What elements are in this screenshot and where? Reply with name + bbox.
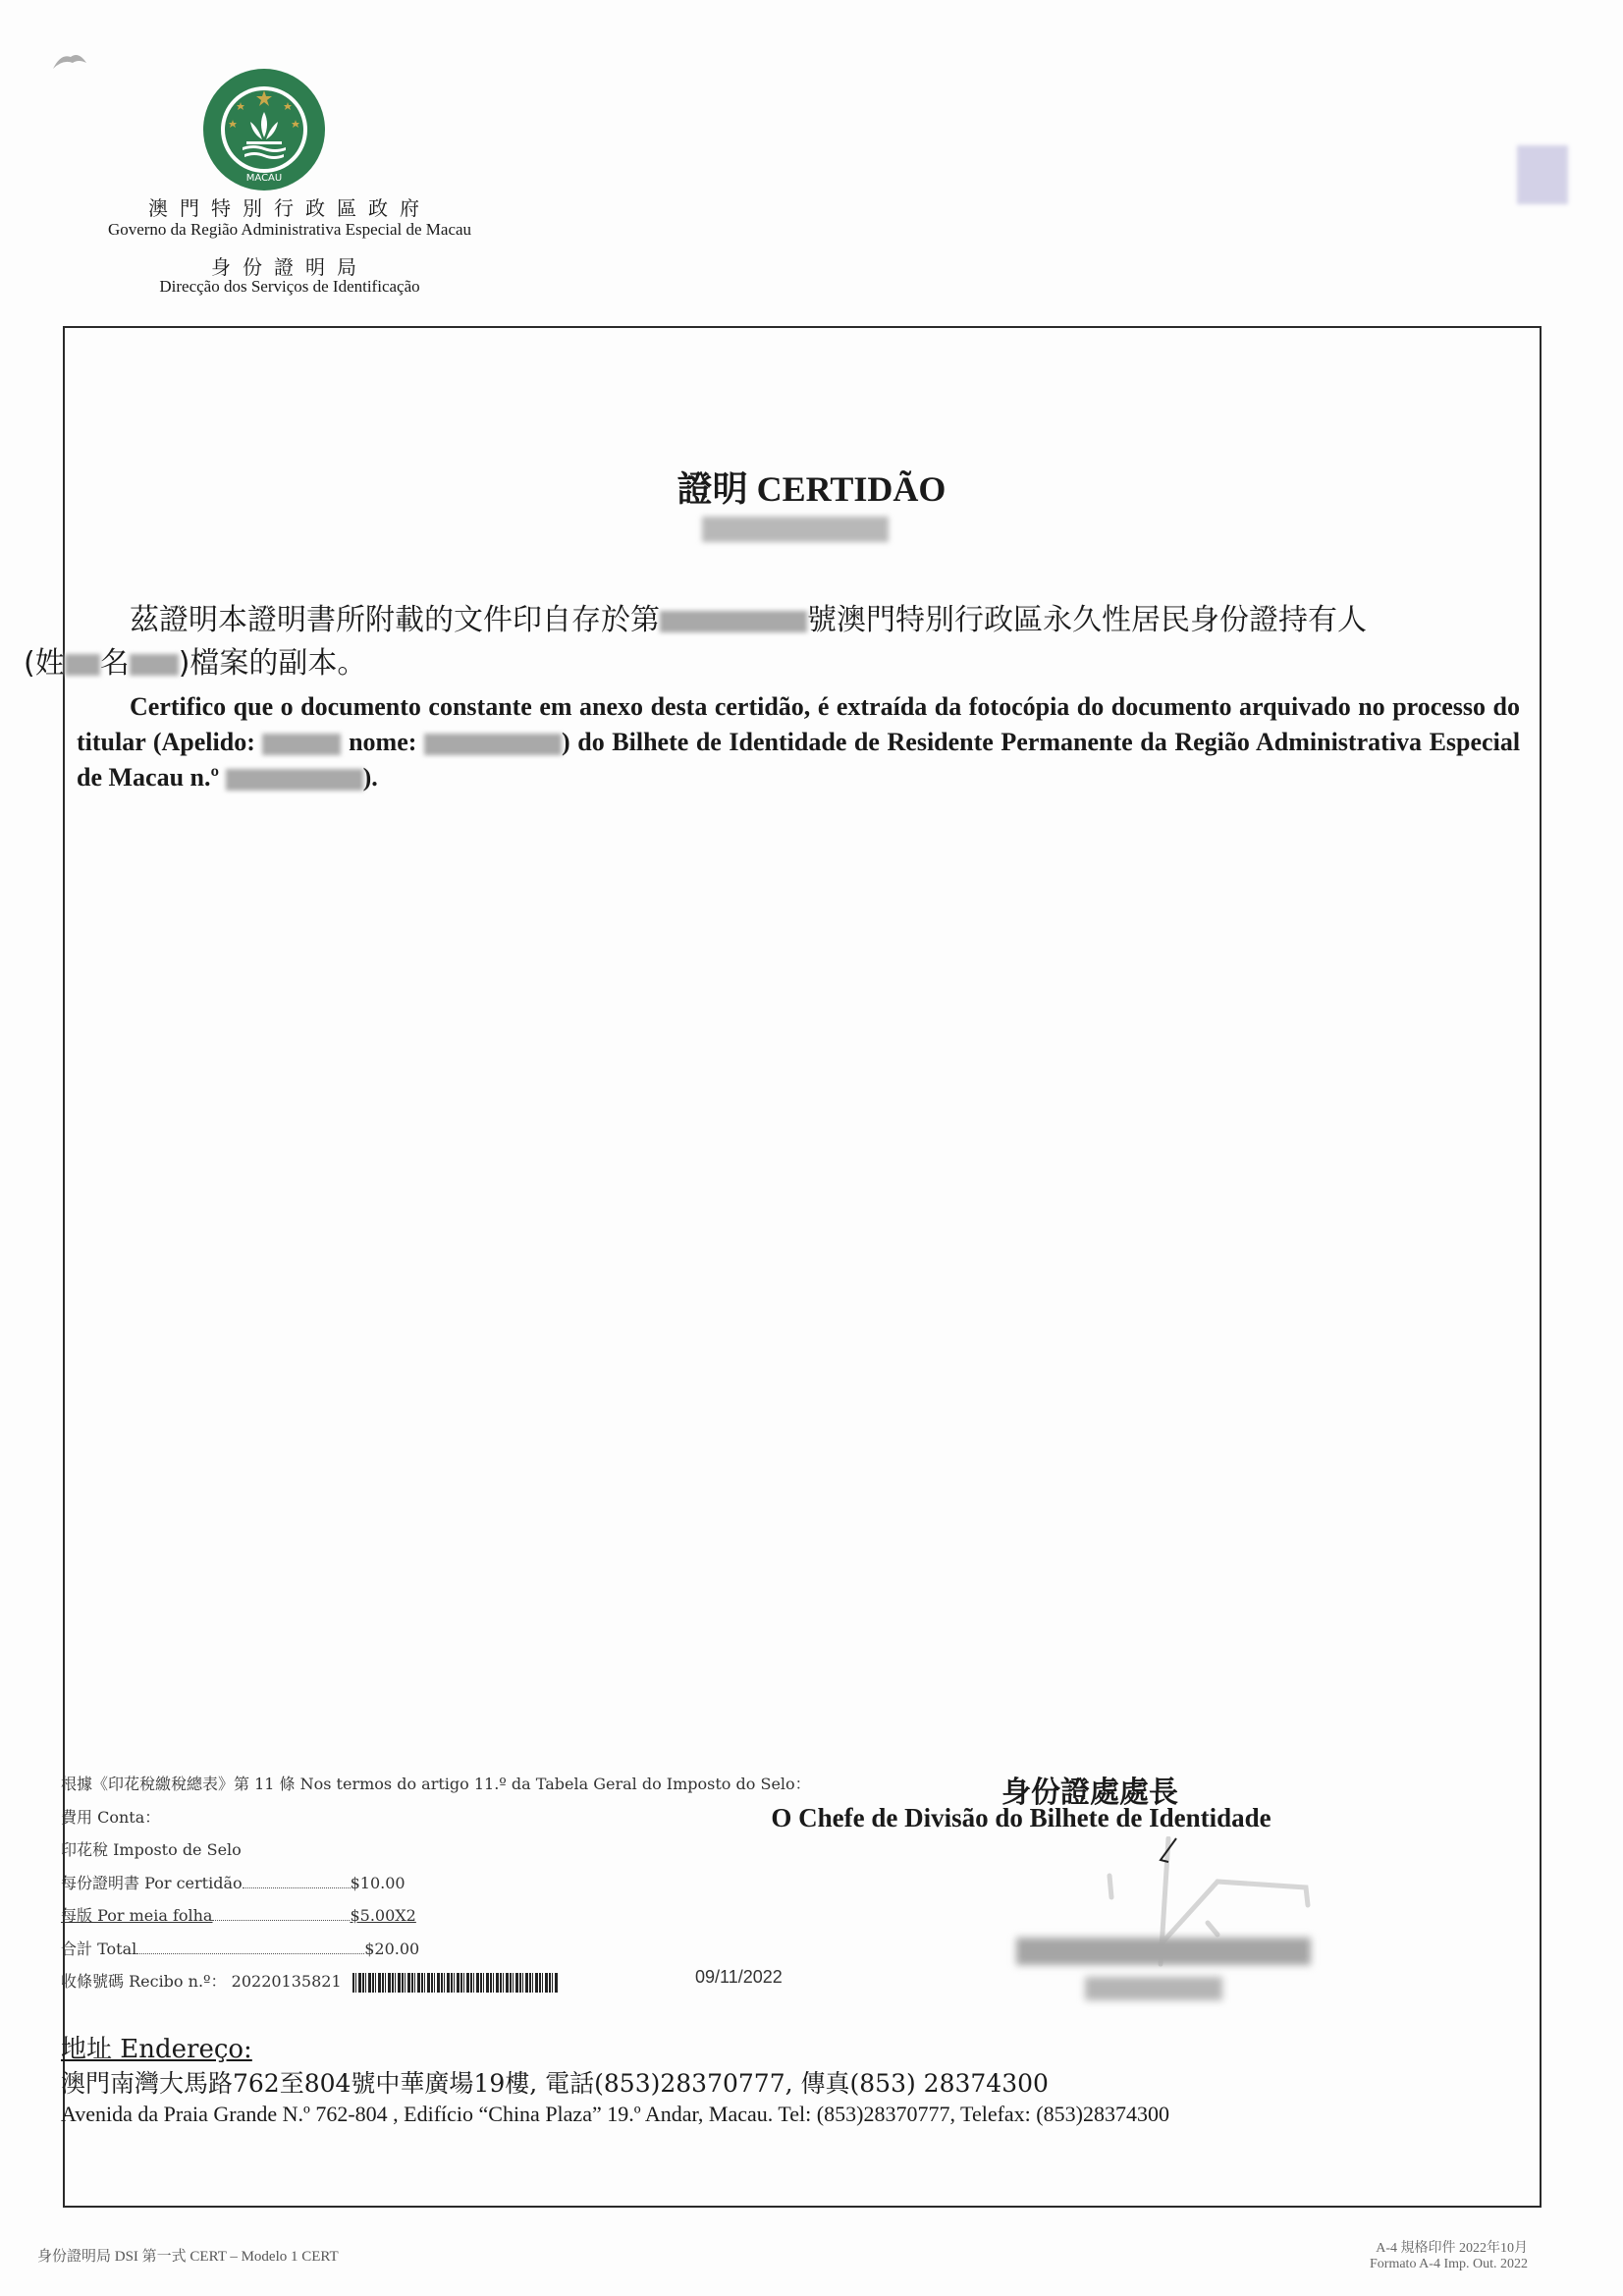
fees-account: 費用 Conta： [61,1807,161,1827]
para-pt-part: ) do Bilhete de Identidade de Residente Permanente da Região Administrativa Especial de Macau n.º [77,728,1521,792]
certification-text-portuguese [77,689,1520,795]
para-pt-part: nome: [349,728,417,756]
redacted-file-number [660,611,807,632]
certificate-title: 證明 CERTIDÃO [676,469,947,509]
para-zh-part: )檔案的副本。 [178,646,367,681]
punch-mark-icon [49,47,98,77]
form-model-footer: 身份證明局 DSI 第一式 CERT – Modelo 1 CERT [37,2249,339,2265]
fee-value: $20.00 [364,1939,420,1958]
redacted-surname [65,654,100,676]
redacted-given-name [130,654,179,676]
department-name-portuguese: Direcção dos Serviços de Identificação [159,277,420,296]
certification-text-chinese [24,599,1530,685]
redacted-signatory-name [1016,1938,1311,1965]
fee-per-half-sheet [61,1899,827,1933]
macau-emblem-logo [201,67,327,192]
chief-title-portuguese: O Chefe de Divisão do Bilhete de Identidade [771,1803,1271,1832]
address-portuguese: Avenida da Praia Grande N.º 762-804 , Edifício “China Plaza” 19.º Andar, Macau. Tel: (853)28370777, Telefax: (853)28374300 [61,2102,1169,2126]
print-format-line: A-4 規格印件 2022年10月 [1376,2241,1528,2256]
fee-label: 每版 Por meia folha [61,1906,213,1925]
redacted-id-number [226,769,363,791]
redacted-apelido [262,734,341,755]
redacted-corner-stamp [1517,145,1568,204]
department-name-chinese: 身份證明局 [211,255,368,279]
fees-basis: 根據《印花稅繳稅總表》第 11 條 Nos termos do artigo 11.º da Tabela Geral do Imposto do Selo： [61,1775,811,1793]
redacted-certificate-number [702,517,889,542]
receipt-date: 09/11/2022 [695,1967,783,1987]
government-name-chinese: 澳門特別行政區政府 [148,196,431,220]
fee-value: $5.00X2 [350,1906,416,1925]
para-zh-part: 名 [99,646,130,681]
print-format-footer [1296,2241,1528,2272]
fees-stamp-duty: 印花稅 Imposto de Selo [61,1840,242,1859]
print-format-line: Formato A-4 Imp. Out. 2022 [1370,2257,1528,2271]
barcode-icon [352,1973,559,1993]
para-pt-part: Certifico que o documento constante em anexo desta certidão, é extraída da fotocópia do documento arquivado no processo do titular (Apelido: [77,692,1520,756]
chief-title-chinese: 身份證處處長 [1001,1776,1178,1810]
address-label: 地址 Endereço: [61,2035,252,2064]
fee-value: $10.00 [350,1873,406,1892]
fee-label: 每份證明書 Por certidão [61,1873,243,1892]
para-zh-part: 號澳門特別行政區永久性居民身份證持有人 [807,603,1367,637]
para-zh-part: 茲證明本證明書所附載的文件印自存於第 [130,603,660,637]
receipt-label: 收條號碼 Recibo n.º： [61,1972,227,1991]
emblem-text: MACAU [245,173,283,184]
redacted-signatory-subtitle [1085,1977,1222,2000]
redacted-nome [424,734,562,755]
fee-per-certificate [61,1867,827,1900]
para-zh-part: (姓 [24,646,65,681]
fee-total [61,1933,827,1966]
fee-label: 合計 Total [61,1939,137,1958]
address-chinese: 澳門南灣大馬路762至804號中華廣場19樓, 電話(853)28370777, 傳真(853) 28374300 [61,2069,1049,2098]
receipt-number: 20220135821 [231,1972,342,1991]
para-pt-part: ). [362,763,378,792]
government-name-portuguese: Governo da Região Administrativa Especial de Macau [107,220,472,239]
